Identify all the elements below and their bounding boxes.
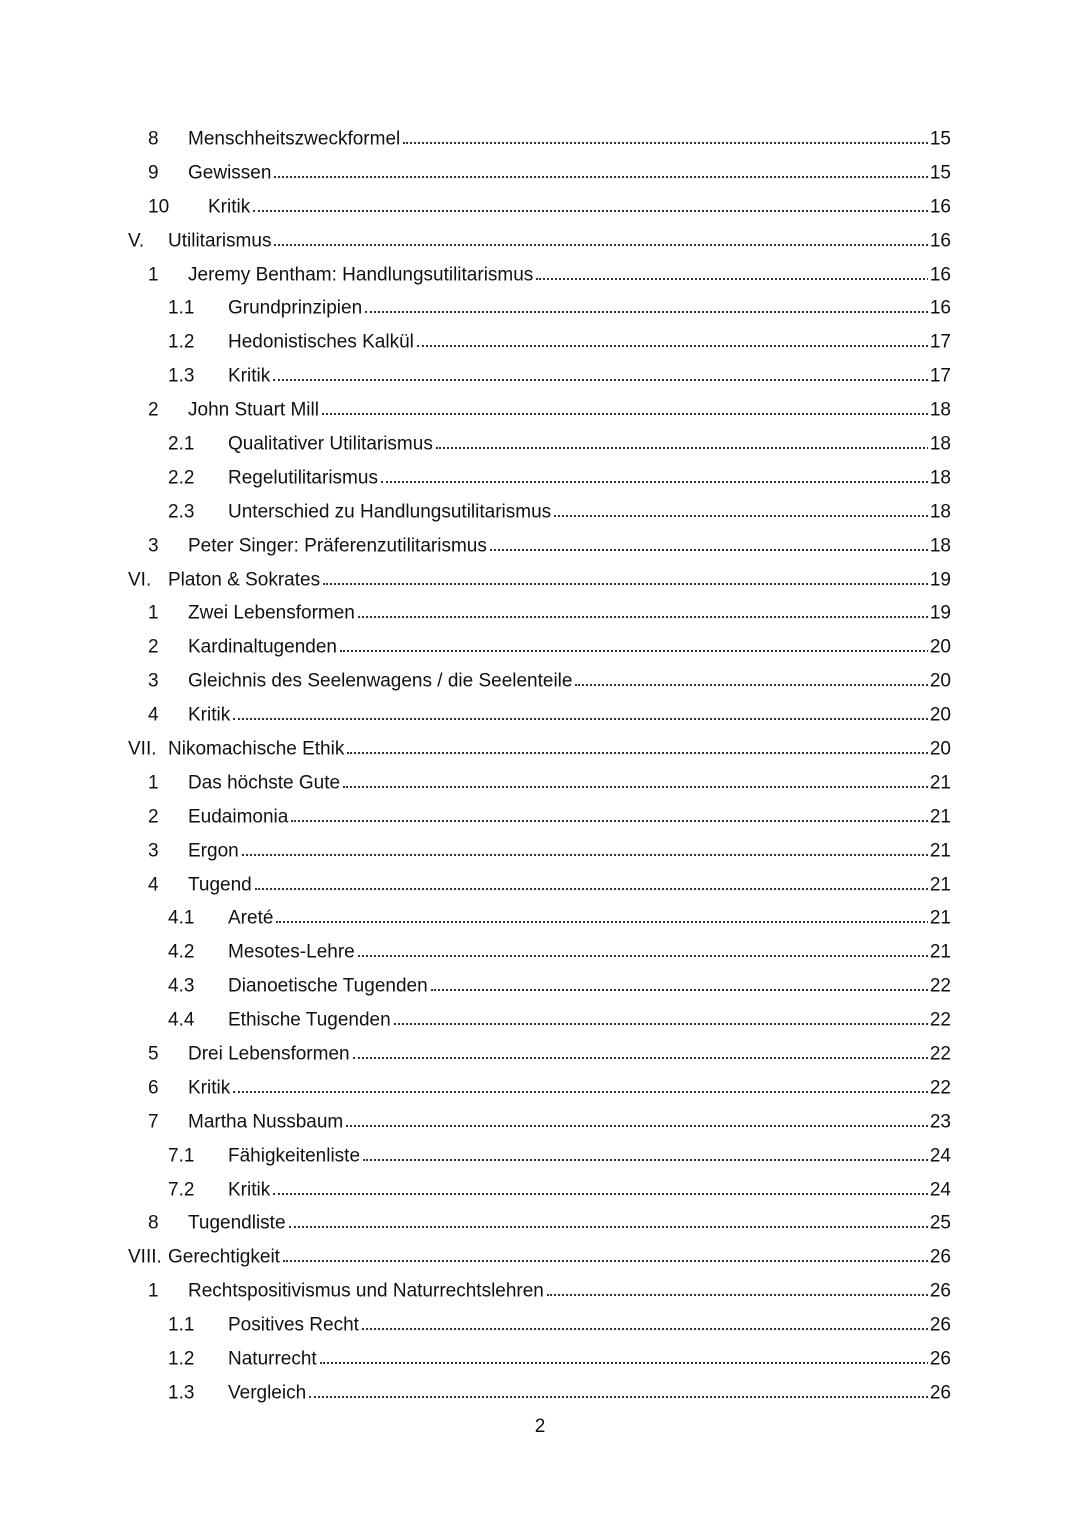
toc-dot-leader xyxy=(547,1294,948,1296)
toc-entry-page: 16 xyxy=(929,230,951,252)
toc-dot-leader xyxy=(358,955,948,957)
toc-entry-page: 19 xyxy=(929,569,951,591)
toc-entry-number: 7.1 xyxy=(168,1145,195,1167)
toc-entry[interactable] xyxy=(0,1071,1080,1105)
toc-entry-page: 16 xyxy=(929,264,951,285)
toc-entry-number: VII. xyxy=(128,738,157,760)
toc-dot-leader xyxy=(381,481,948,483)
toc-entry-title: Areté xyxy=(228,909,276,928)
toc-entry-title: Ethische Tugenden xyxy=(228,1011,394,1030)
toc-entry[interactable] xyxy=(0,224,1080,258)
toc-entry-page: 17 xyxy=(929,331,951,353)
toc-entry-page: 21 xyxy=(929,941,951,963)
toc-entry-page: 20 xyxy=(929,636,951,658)
toc-entry-number: 2.3 xyxy=(168,501,195,523)
toc-entry-title: Gleichnis des Seelenwagens / die Seelenteile xyxy=(188,672,575,691)
toc-entry[interactable] xyxy=(0,1003,1080,1037)
toc-entry-title: Rechtspositivismus und Naturrechtslehren xyxy=(188,1282,547,1301)
toc-entry-page: 18 xyxy=(929,399,951,421)
toc-entry-title: Gewissen xyxy=(188,163,274,182)
toc-entry-title: Kritik xyxy=(228,1180,273,1199)
toc-dot-leader xyxy=(273,1193,948,1195)
toc-entry-number: V. xyxy=(128,230,145,252)
toc-dot-leader xyxy=(363,1159,948,1161)
toc-dot-leader xyxy=(347,752,948,754)
toc-dot-leader xyxy=(233,718,948,720)
toc-entry-number: 2 xyxy=(148,636,159,658)
toc-entry-page: 24 xyxy=(929,1179,951,1201)
toc-entry-page: 18 xyxy=(929,433,951,455)
toc-entry[interactable] xyxy=(0,529,1080,563)
toc-entry[interactable] xyxy=(0,563,1080,597)
toc-dot-leader xyxy=(362,1328,948,1330)
page-number: 2 xyxy=(534,1416,546,1437)
toc-entry-title: Qualitativer Utilitarismus xyxy=(228,434,436,453)
toc-entry-title: Kritik xyxy=(188,706,233,725)
toc-entry[interactable] xyxy=(0,596,1080,630)
toc-entry-number: 8 xyxy=(148,128,159,150)
toc-entry[interactable] xyxy=(0,291,1080,325)
toc-dot-leader xyxy=(403,142,948,144)
toc-entry-page: 15 xyxy=(929,162,951,184)
toc-entry-title: Jeremy Bentham: Handlungsutilitarismus xyxy=(188,265,536,284)
toc-dot-leader xyxy=(431,989,948,991)
toc-entry-number: VIII. xyxy=(128,1246,162,1268)
toc-entry[interactable] xyxy=(0,664,1080,698)
toc-dot-leader xyxy=(394,1023,948,1025)
toc-entry-page: 18 xyxy=(929,467,951,489)
toc-entry-title: Kritik xyxy=(188,1078,233,1097)
toc-entry-title: Gerechtigkeit xyxy=(168,1248,283,1267)
toc-entry-page: 22 xyxy=(929,1077,951,1099)
toc-entry-title: Regelutilitarismus xyxy=(228,468,381,487)
toc-dot-leader xyxy=(436,447,948,449)
toc-dot-leader xyxy=(255,888,948,890)
toc-entry-title: Tugendliste xyxy=(188,1214,289,1233)
toc-entry[interactable] xyxy=(0,461,1080,495)
toc-entry-number: 4.2 xyxy=(168,941,195,963)
toc-entry-page: 20 xyxy=(929,704,951,726)
toc-entry-page: 15 xyxy=(929,128,951,150)
toc-entry[interactable] xyxy=(0,393,1080,427)
toc-entry-number: 1.2 xyxy=(168,331,195,353)
toc-dot-leader xyxy=(575,684,948,686)
toc-entry[interactable] xyxy=(0,1139,1080,1173)
toc-entry-number: 1 xyxy=(148,264,159,285)
toc-entry-number: 1 xyxy=(148,772,159,794)
toc-entry-page: 17 xyxy=(929,365,951,387)
toc-entry-number: 4 xyxy=(148,874,159,896)
toc-entry[interactable] xyxy=(0,122,1080,156)
toc-entry-number: 1.2 xyxy=(168,1348,195,1370)
toc-dot-leader xyxy=(233,1091,948,1093)
toc-entry-number: 7.2 xyxy=(168,1179,195,1201)
toc-dot-leader xyxy=(289,1226,948,1228)
toc-entry-number: 2.1 xyxy=(168,433,195,455)
toc-entry[interactable] xyxy=(0,258,1080,292)
toc-entry-number: 1.3 xyxy=(168,365,195,387)
toc-entry-page: 21 xyxy=(929,907,951,929)
toc-entry-page: 25 xyxy=(929,1212,951,1234)
toc-entry-page: 20 xyxy=(929,670,951,692)
toc-dot-leader xyxy=(273,379,948,381)
toc-entry[interactable] xyxy=(0,1308,1080,1342)
toc-entry-title: Ergon xyxy=(188,841,242,860)
toc-entry-number: 4.4 xyxy=(168,1009,195,1031)
toc-entry-title: John Stuart Mill xyxy=(188,401,322,420)
toc-entry-title: Kritik xyxy=(208,197,253,216)
toc-dot-leader xyxy=(343,786,948,788)
toc-entry-title: Martha Nussbaum xyxy=(188,1112,346,1131)
toc-entry-page: 26 xyxy=(929,1246,951,1268)
toc-dot-leader xyxy=(242,854,948,856)
toc-entry-number: 1.1 xyxy=(168,1314,195,1336)
toc-entry-title: Das höchste Gute xyxy=(188,773,343,792)
toc-entry-number: 1 xyxy=(148,1280,159,1302)
toc-entry[interactable] xyxy=(0,1105,1080,1139)
toc-entry-page: 16 xyxy=(929,196,951,218)
toc-entry-page: 16 xyxy=(929,297,951,319)
toc-entry-title: Fähigkeitenliste xyxy=(228,1146,363,1165)
toc-entry-title: Tugend xyxy=(188,875,255,894)
toc-entry-number: 3 xyxy=(148,670,159,692)
toc-dot-leader xyxy=(417,345,948,347)
toc-entry[interactable] xyxy=(0,1240,1080,1274)
toc-entry-title: Dianoetische Tugenden xyxy=(228,977,431,996)
toc-entry-title: Zwei Lebensformen xyxy=(188,604,358,623)
toc-entry[interactable] xyxy=(0,1274,1080,1308)
toc-entry[interactable] xyxy=(0,1207,1080,1241)
toc-entry[interactable] xyxy=(0,732,1080,766)
toc-dot-leader xyxy=(283,1260,948,1262)
toc-entry-title: Vergleich xyxy=(228,1383,309,1402)
toc-entry-page: 21 xyxy=(929,806,951,828)
toc-entry[interactable] xyxy=(0,1376,1080,1410)
toc-entry-title: Kardinaltugenden xyxy=(188,638,340,657)
toc-entry-page: 18 xyxy=(929,501,951,523)
toc-entry[interactable] xyxy=(0,1173,1080,1207)
toc-entry-title: Kritik xyxy=(228,367,273,386)
toc-entry-number: VI. xyxy=(128,569,152,591)
toc-entry-number: 5 xyxy=(148,1043,159,1065)
toc-dot-leader xyxy=(274,244,948,246)
toc-entry[interactable] xyxy=(0,427,1080,461)
toc-entry-title: Hedonistisches Kalkül xyxy=(228,333,417,352)
toc-entry-page: 22 xyxy=(929,1043,951,1065)
toc-entry-number: 10 xyxy=(148,196,170,218)
toc-entry-title: Unterschied zu Handlungsutilitarismus xyxy=(228,502,554,521)
toc-entry-title: Nikomachische Ethik xyxy=(168,739,347,758)
toc-entry-number: 3 xyxy=(148,840,159,862)
toc-dot-leader xyxy=(353,1057,948,1059)
toc-entry-number: 4.1 xyxy=(168,907,195,929)
toc-entry[interactable] xyxy=(0,156,1080,190)
toc-entry-title: Utilitarismus xyxy=(168,231,274,250)
toc-dot-leader xyxy=(274,176,948,178)
toc-entry-number: 3 xyxy=(148,535,159,557)
toc-entry-page: 19 xyxy=(929,602,951,624)
toc-dot-leader xyxy=(346,1125,948,1127)
toc-entry-number: 9 xyxy=(148,162,159,184)
toc-entry[interactable] xyxy=(0,766,1080,800)
toc-dot-leader xyxy=(536,278,948,280)
toc-entry-number: 6 xyxy=(148,1077,159,1099)
toc-entry-page: 24 xyxy=(929,1145,951,1167)
toc-dot-leader xyxy=(253,210,948,212)
toc-entry-number: 8 xyxy=(148,1212,159,1234)
toc-entry-page: 18 xyxy=(929,535,951,557)
toc-entry-page: 21 xyxy=(929,772,951,794)
toc-entry-number: 1 xyxy=(148,602,159,624)
toc-dot-leader xyxy=(554,515,948,517)
toc-entry-page: 23 xyxy=(929,1111,951,1133)
toc-dot-leader xyxy=(323,583,948,585)
toc-entry-page: 26 xyxy=(929,1314,951,1336)
toc-dot-leader xyxy=(340,650,948,652)
toc-entry[interactable] xyxy=(0,935,1080,969)
toc-entry-title: Eudaimonia xyxy=(188,807,291,826)
toc-entry-title: Grundprinzipien xyxy=(228,299,365,318)
toc-entry-number: 4.3 xyxy=(168,975,195,997)
toc-entry[interactable] xyxy=(0,834,1080,868)
toc-dot-leader xyxy=(322,413,948,415)
toc-entry-number: 2 xyxy=(148,806,159,828)
toc-dot-leader xyxy=(276,921,948,923)
toc-entry-title: Naturrecht xyxy=(228,1350,320,1369)
toc-dot-leader xyxy=(291,820,948,822)
toc-entry[interactable] xyxy=(0,359,1080,393)
toc-entry[interactable] xyxy=(0,800,1080,834)
toc-entry[interactable] xyxy=(0,969,1080,1003)
toc-entry[interactable] xyxy=(0,630,1080,664)
toc-entry-title: Menschheitszweckformel xyxy=(188,129,403,148)
toc-dot-leader xyxy=(490,549,948,551)
toc-entry-page: 22 xyxy=(929,975,951,997)
toc-entry-number: 2.2 xyxy=(168,467,195,489)
toc-entry-number: 1.3 xyxy=(168,1382,195,1404)
toc-dot-leader xyxy=(365,311,948,313)
toc-entry-page: 26 xyxy=(929,1280,951,1302)
toc-entry-number: 1.1 xyxy=(168,297,195,319)
toc-entry-page: 22 xyxy=(929,1009,951,1031)
toc-entry-page: 21 xyxy=(929,874,951,896)
toc-entry[interactable] xyxy=(0,901,1080,935)
toc-entry-page: 26 xyxy=(929,1348,951,1370)
toc-entry-title: Positives Recht xyxy=(228,1316,362,1335)
toc-entry[interactable] xyxy=(0,868,1080,902)
toc-dot-leader xyxy=(358,616,948,618)
toc-entry[interactable] xyxy=(0,495,1080,529)
toc-entry-number: 4 xyxy=(148,704,159,726)
toc-entry-number: 2 xyxy=(148,399,159,421)
toc-entry[interactable] xyxy=(0,1037,1080,1071)
toc-entry-page: 21 xyxy=(929,840,951,862)
toc-entry[interactable] xyxy=(0,190,1080,224)
toc-entry-number: 7 xyxy=(148,1111,159,1133)
toc-entry[interactable] xyxy=(0,325,1080,359)
toc-entry-title: Drei Lebensformen xyxy=(188,1044,353,1063)
toc-entry[interactable] xyxy=(0,1342,1080,1376)
toc-entry-page: 26 xyxy=(929,1382,951,1404)
toc-entry-page: 20 xyxy=(929,738,951,760)
toc-dot-leader xyxy=(309,1396,948,1398)
toc-dot-leader xyxy=(320,1362,948,1364)
toc-entry[interactable] xyxy=(0,698,1080,732)
toc-entry-title: Mesotes-Lehre xyxy=(228,943,358,962)
table-of-contents xyxy=(0,122,1080,1410)
toc-entry-title: Platon & Sokrates xyxy=(168,570,323,589)
toc-entry-title: Peter Singer: Präferenzutilitarismus xyxy=(188,536,490,555)
